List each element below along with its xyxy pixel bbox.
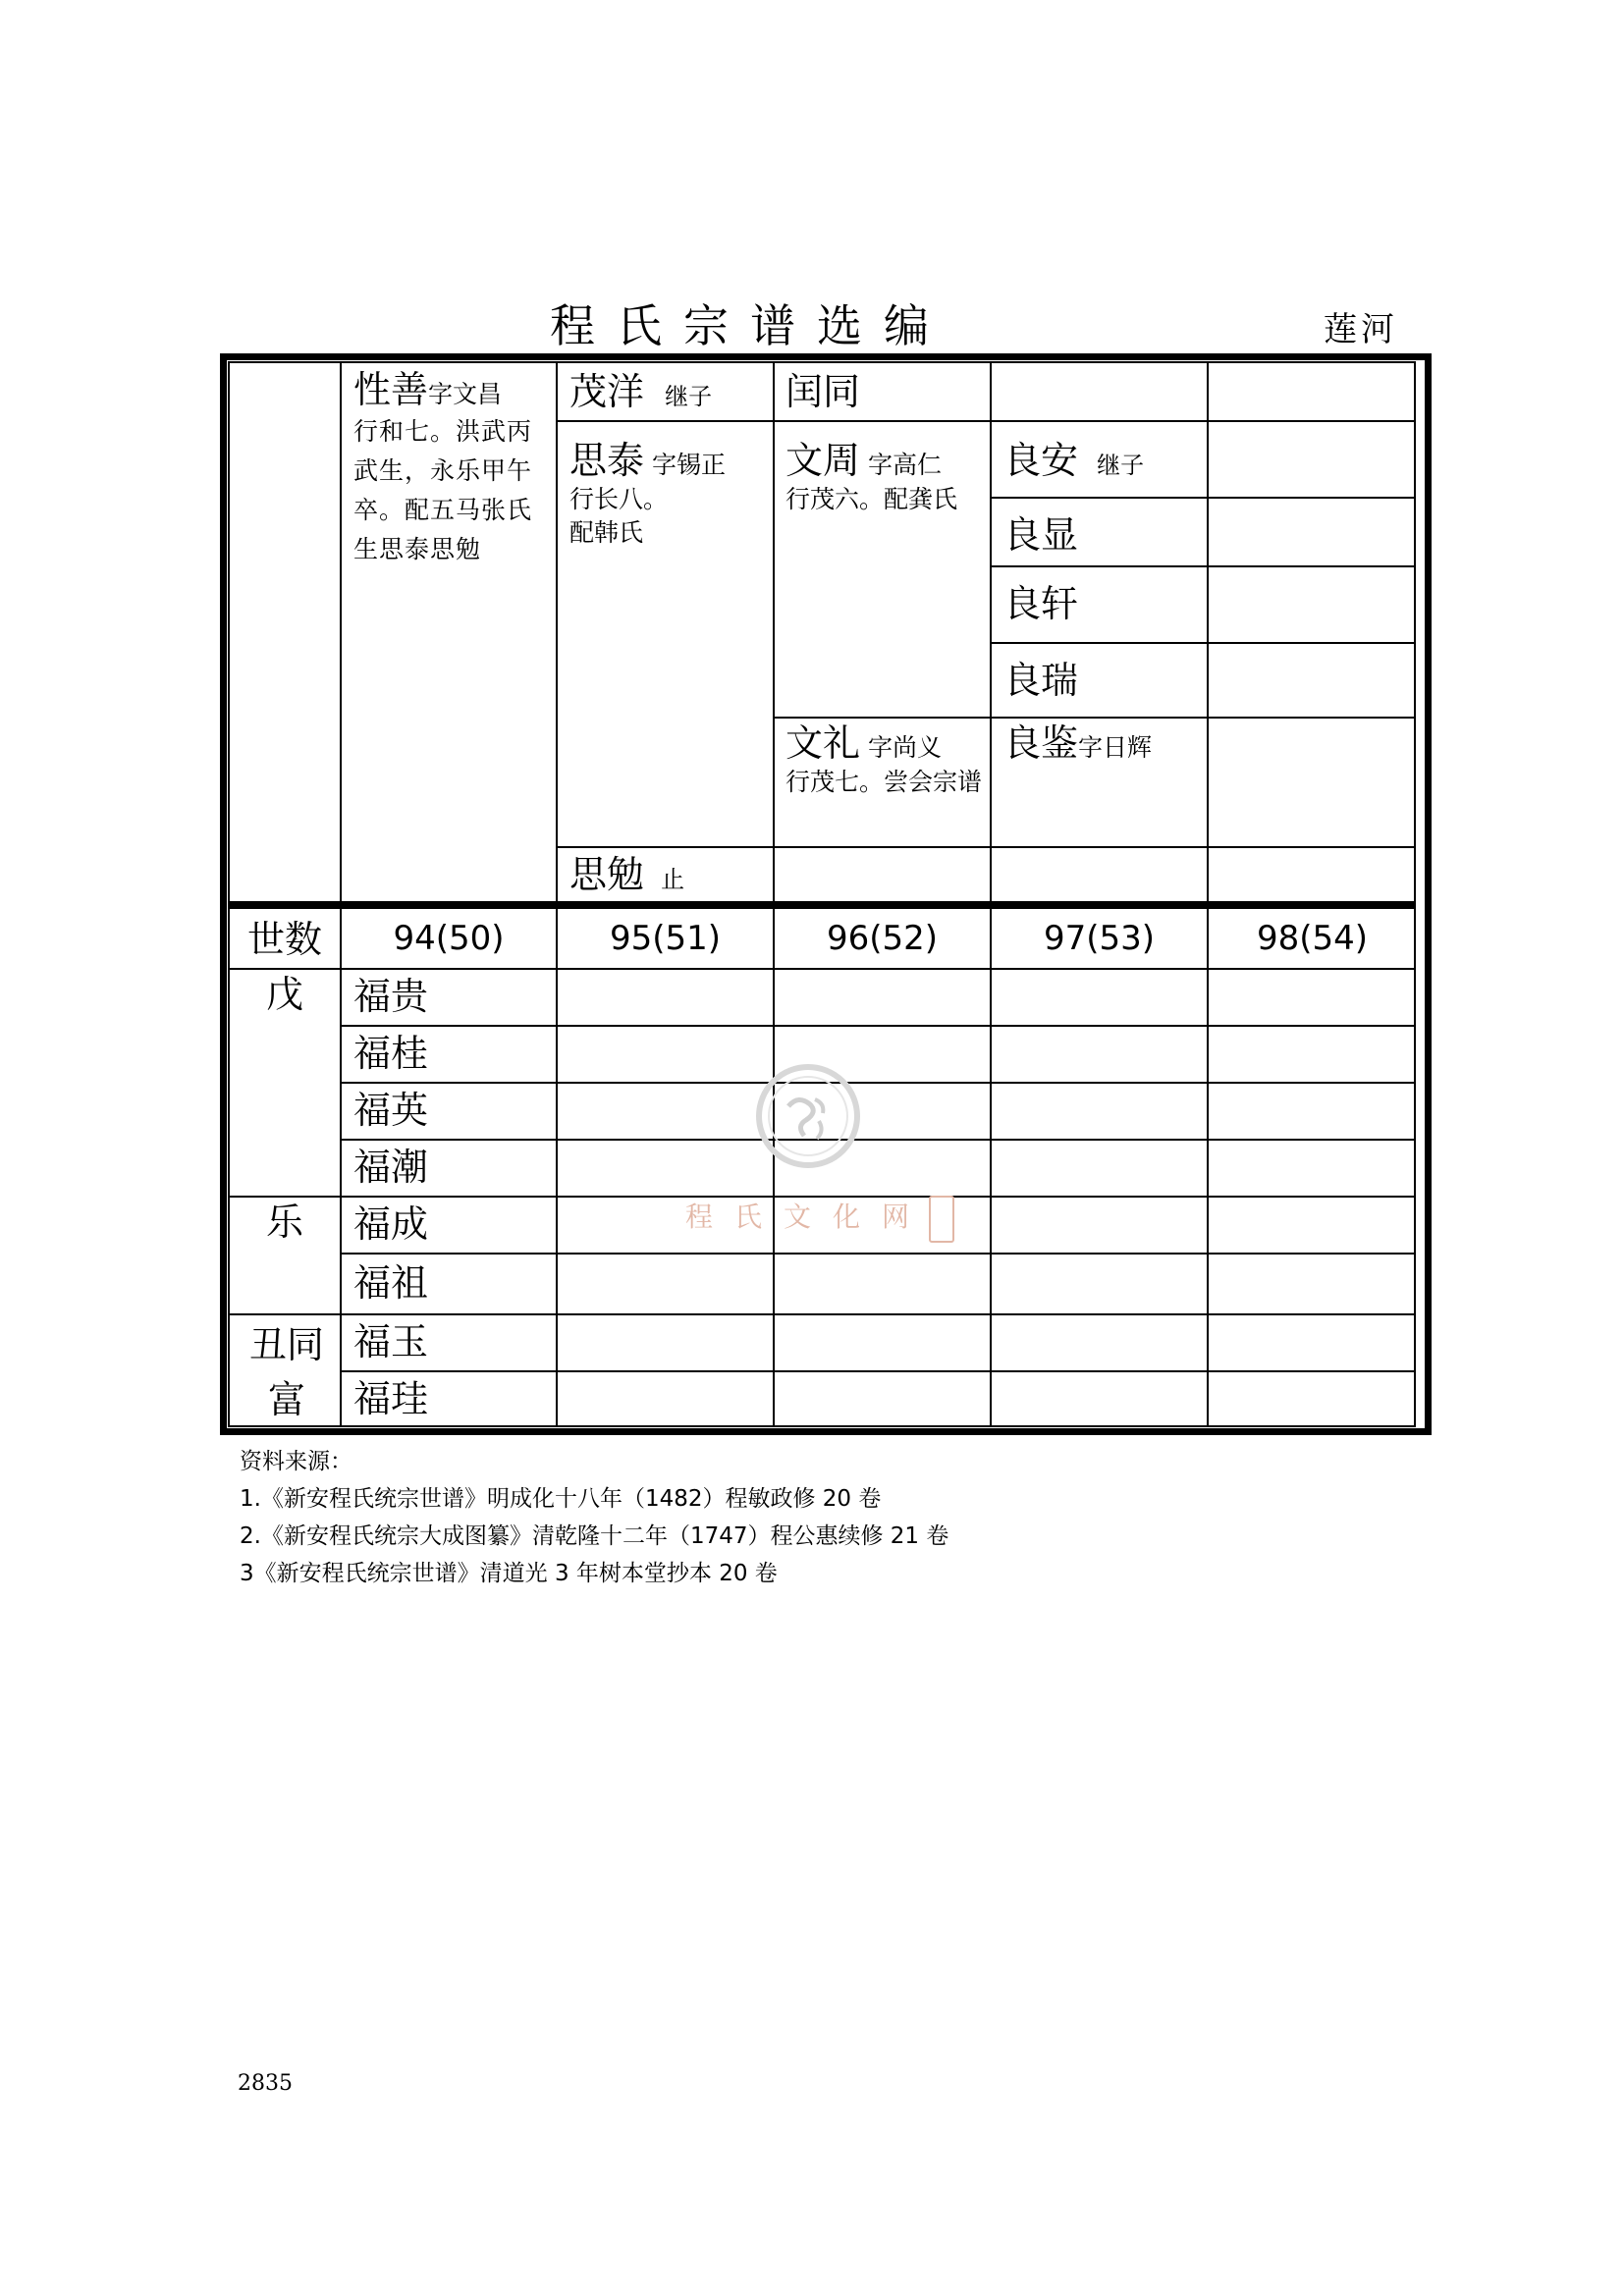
page-title: 程氏宗谱选编: [550, 299, 950, 352]
grid-line: [340, 1139, 1416, 1141]
source-item: 2.《新安程氏统宗大成图纂》清乾隆十二年（1747）程公惠续修 21 卷: [240, 1523, 949, 1549]
person-wenli: [785, 721, 982, 799]
grid-line: [1207, 361, 1209, 901]
grid-line: [340, 909, 342, 1427]
generation-cell: 94(50): [393, 919, 505, 958]
person-liangrui: [1003, 658, 1200, 703]
watermark-stamp: [929, 1196, 954, 1243]
person-name: 福珪: [353, 1377, 429, 1420]
person-note: 字尚义: [868, 733, 943, 762]
person-name: 福英: [353, 1089, 429, 1132]
grid-line: [340, 1082, 1416, 1084]
generation-label: 世数: [246, 918, 322, 961]
person-liangan: [1003, 438, 1200, 483]
person-detail: 行茂六。配龚氏: [785, 485, 958, 513]
generation-cell: 97(53): [1043, 919, 1156, 958]
grid-line: [228, 968, 1416, 970]
grid-line: [773, 717, 1416, 719]
grid-line: [340, 361, 342, 901]
generation-cell: 96(52): [826, 919, 939, 958]
group-label: 戊: [265, 973, 303, 1016]
person-note: 字日辉: [1078, 733, 1153, 762]
watermark-text: 程氏文化网: [685, 1201, 932, 1233]
generation-cell: 95(51): [609, 919, 722, 958]
person-spouse: 配韩氏: [569, 518, 644, 547]
grid-line: [340, 1253, 1416, 1255]
person-name: 茂洋: [569, 370, 645, 413]
generation-cell: 98(54): [1256, 919, 1369, 958]
person-note: 继子: [665, 383, 713, 410]
page-number: 2835: [238, 2071, 293, 2096]
grid-line: [1207, 909, 1209, 1427]
grid-line: [556, 420, 1416, 422]
grid-line: [556, 846, 1416, 848]
person-note: 字高仁: [868, 451, 943, 479]
person-name: 福祖: [353, 1261, 429, 1305]
person-liangjian: [1003, 721, 1200, 766]
person-name: 良瑞: [1003, 659, 1079, 702]
grid-line: [990, 642, 1416, 644]
person-maoyang: [569, 369, 766, 414]
grid-line: [990, 497, 1416, 499]
person-name: 良鉴: [1003, 721, 1079, 765]
grid-line: [556, 361, 558, 901]
person-name: 文周: [785, 439, 861, 482]
grid-line: [990, 565, 1416, 567]
group-label: 丑同富: [248, 1323, 324, 1421]
person-detail: 行和七。洪武丙武生，永乐甲午卒。配五马张氏生思泰思勉: [353, 417, 533, 563]
person-name: 性善: [353, 368, 429, 411]
person-note: 止: [661, 866, 685, 893]
grid-line: [340, 1370, 1416, 1372]
grid-line: [228, 1313, 1416, 1315]
person-simian: [569, 852, 766, 897]
person-name: 福桂: [353, 1032, 429, 1075]
person-sitai: [569, 438, 766, 550]
branch-name: 莲河: [1324, 310, 1398, 349]
grid-line: [340, 1025, 1416, 1027]
person-name: 良显: [1003, 513, 1079, 557]
grid-line: [990, 909, 992, 1427]
source-item: 1.《新安程氏统宗世谱》明成化十八年（1482）程敏政修 20 卷: [240, 1486, 882, 1512]
seal-logo: [754, 1062, 862, 1170]
person-liangxuan: [1003, 581, 1200, 626]
person-name: 福贵: [353, 975, 429, 1018]
section-divider: [228, 901, 1416, 909]
grid-line: [990, 361, 992, 901]
person-name: 闰同: [785, 370, 861, 413]
person-liangxian: [1003, 512, 1200, 558]
person-wenzhou: [785, 438, 982, 516]
grid-line: [773, 361, 775, 901]
person-detail: 行茂七。尝会宗谱: [785, 768, 983, 796]
person-name: 良安: [1003, 439, 1079, 482]
person-name: 思勉: [569, 853, 645, 896]
person-name: 福成: [353, 1202, 429, 1246]
person-name: 福潮: [353, 1146, 429, 1189]
person-name: 良轩: [1003, 582, 1079, 625]
person-name: 思泰: [569, 439, 645, 482]
group-label: 乐: [265, 1201, 303, 1244]
person-name: 福玉: [353, 1320, 429, 1363]
person-xingshan: [353, 367, 546, 569]
sources-label: 资料来源：: [240, 1449, 352, 1474]
person-note: 字文昌: [428, 380, 503, 408]
person-runtong: [785, 369, 982, 414]
person-note: 字锡正: [652, 451, 727, 479]
person-detail: 行长八。: [569, 485, 669, 513]
source-item: 3《新安程氏统宗世谱》清道光 3 年树本堂抄本 20 卷: [240, 1561, 778, 1586]
grid-line: [556, 909, 558, 1427]
person-note: 继子: [1097, 452, 1145, 479]
person-name: 文礼: [785, 721, 861, 765]
